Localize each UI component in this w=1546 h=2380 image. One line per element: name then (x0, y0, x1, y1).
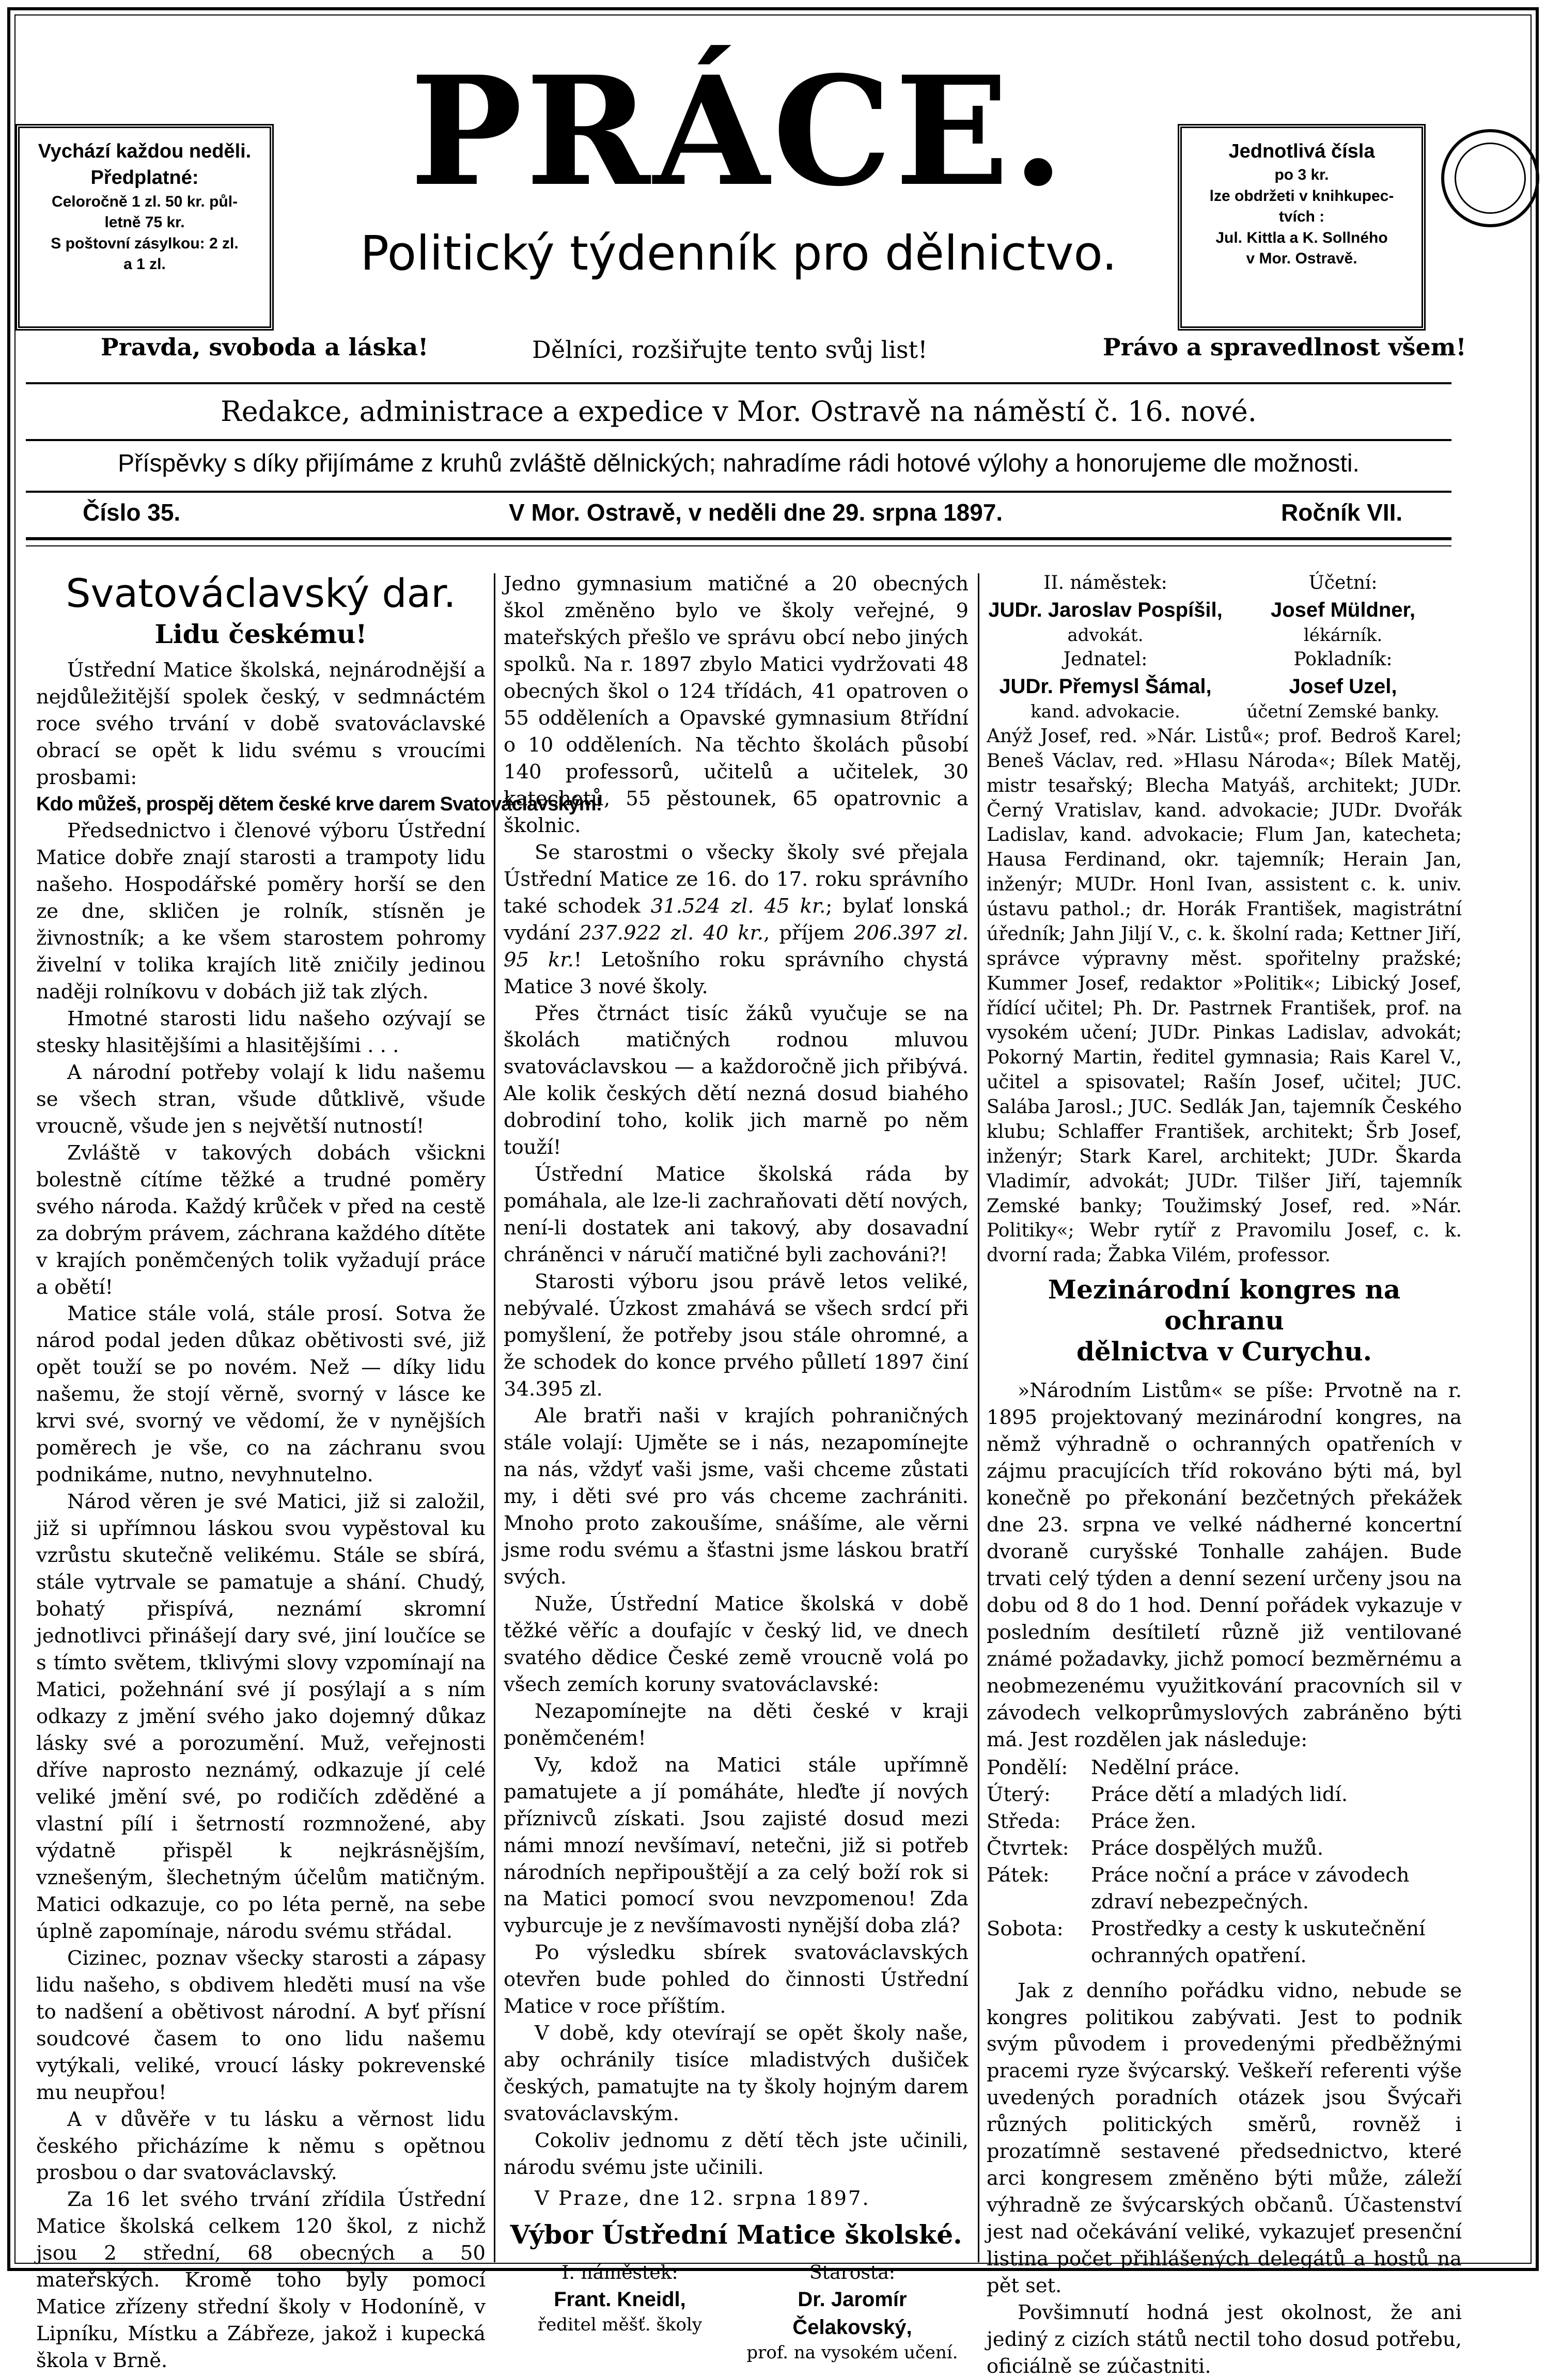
signature-row (987, 571, 1462, 647)
paragraph: Ústřední Matice školská, nejnárodnější a nejdůležitější spolek český, v sedmnáctém roce svého trvání v době svatováclavské obrací se opět k lidu svému s vroucími prosbami: (36, 658, 486, 789)
paragraph: Povšimnutí hodná jest okolnost, že ani jediný z cizích států nectil toho dosud potřebu, oficiálně se zúčastniti. (987, 2301, 1462, 2378)
agenda-day: Sobota: (987, 1917, 1064, 1940)
column-1 (36, 570, 602, 2374)
signature (987, 571, 1224, 647)
article-subtitle: Lidu českému! (154, 619, 367, 650)
signature-role: Účetní: (1308, 572, 1378, 593)
text-run: ! Letošního roku správního chystá Matice 3 nové školy. (504, 948, 969, 998)
text-run: ; bylať lonská vydání (504, 894, 969, 945)
agenda-day: Pondělí: (987, 1756, 1068, 1779)
signature-name: Frant. Kneidl, (554, 2288, 686, 2311)
paragraph: Zvláště v takových dobách všickni bolestně cítíme těžké a trudné poměry svého národa. Každý krůček v před na cestě za dobrým právem, záchrana každého dítěte v krajích poněmčených tolik vyžadují práce a obětí! (36, 1141, 486, 1299)
text-run: , příjem (763, 921, 854, 945)
paragraph: Matice stále volá, stále prosí. Sotva že národ podal jeden důkaz obětivosti své, již opět touží se po novém. Než — díky lidu našemu, že stojí věrně, svorný v lásce ke krvi své, svorný ve vědomí, že v nynějších poměrech je vše, co na záchranu svou podnikáme, nutno, nevyhnutelno. (36, 1302, 486, 1487)
paragraph: Za 16 let svého trvání zřídila Ústřední Matice školská celkem 120 škol, z nichž jsou 2 střední, 68 obecných a 50 mateřských. Kromě toho byly pomocí Matice zřízeny střední školy v Hodoníně, v Lipníku, Místku a Zábřeze, jakož i kupecká škola v Brně. (36, 2188, 486, 2373)
library-stamp-icon (1441, 129, 1539, 227)
motto-center: Dělníci, rozšiřujte tento svůj list! (532, 336, 928, 364)
box-line: a 1 zl. (123, 256, 166, 273)
paragraph: Ústřední Matice školská ráda by pomáhala, ale lze-li zachraňovati dětí nových, není-li dostatek ani takový, aby dosavadní chráněnci v náručí matičné byli zachováni?! (504, 1163, 969, 1267)
agenda-list (987, 1755, 1462, 1969)
signature-title: prof. na vysokém učení. (746, 2342, 958, 2363)
column-2 (504, 571, 969, 2365)
signature (1224, 647, 1462, 724)
signature-role: II. náměstek: (1043, 572, 1167, 593)
box-line: Jul. Kittla a K. Sollného (1215, 229, 1388, 246)
agenda-day: Úterý: (987, 1782, 1051, 1806)
amount: 31.524 zl. 45 kr. (650, 894, 826, 918)
issue-number: Číslo 35. (83, 499, 181, 526)
signature-name: Dr. Jaromír Čelakovský, (792, 2288, 912, 2339)
signature-name: JUDr. Jaroslav Pospíšil, (988, 598, 1223, 621)
agenda-topic: Práce dětí a mladých lidí. (1091, 1782, 1348, 1806)
box-line: v Mor. Ostravě. (1246, 250, 1357, 268)
paragraph: Hmotné starosti lidu našeho ozývají se stesky hlasitějšími a hlasitějšími . . . (36, 1007, 486, 1057)
divider (26, 382, 1451, 384)
signature (987, 647, 1224, 724)
box-line: Vychází každou neděli. (38, 140, 252, 162)
paragraph: Nezapomínejte na děti české v kraji poněmčeném! (504, 1699, 969, 1750)
article-title: Svatováclavský dar. (66, 570, 456, 616)
paragraph: Přes čtrnáct tisíc žáků vyučuje se na školách matičných rodnou mluvou svatováclavskou — a každoročně jich přibývá. Ale kolik českých dětí nezná dosud biahého dobrodiní toho, kolik jich marně po něm touží! (504, 1001, 969, 1160)
box-line: tvích : (1278, 208, 1325, 226)
subscription-box (15, 124, 274, 331)
divider (26, 545, 1451, 546)
motto-left: Pravda, svoboda a láska! (101, 333, 429, 361)
paragraph: Jak z denního pořádku vidno, nebude se kongres politikou zabývati. Jest to podnik svým původem i provedenými předběžnými pracemi ryze švýcarský. Veškeří referenti výše uvedených poradních otázek jsou Švýcaři různých politických směrů, rovněž i prozatímně sestavené předsednictvo, které arci kongresem změněno býti může, záleží výhradně ze švýcarských občanů. Účastenství jest nad očekávání veliké, vykazujeť presenční listina počet přihlášených delegátů a hostů na pět set. (987, 1979, 1462, 2298)
paragraph: Starosti výboru jsou právě letos veliké, nebývalé. Úzkost zmahává se všech srdcí při pomyšlení, že potřeby jsou stále ohromné, a že schodek do konce prvého půlletí 1897 činí 34.395 zl. (504, 1270, 969, 1401)
agenda-day: Pátek: (987, 1863, 1050, 1887)
volume-number: Ročník VII. (1281, 499, 1403, 526)
paragraph: Národ věren je své Matici, již si založil, již si upřímnou láskou svou vypěstoval ku vzrůstu skutečně velikému. Stále se sbírá, stále vytrvale se pamatuje a shání. Chudý, bohatý přispívá, neznámí skromní jednotlivci přinášejí dary své, jiní loučíce se s tímto světem, tklivými slovy vzpomínají na Matici, požehnání své jí posýlají a s ním odkazy z jmění svého jako dojemný důkaz lásky své a porozumění. Muž, veřejnosti dříve naprosto neznámý, odkazuje jí celé veliké jmění své, po rodičích zděděné a vlastní pílí i šetrností rozmnožené, aby výdatně přispěl k nejkrásnějším, vznešeným, šlechetným účelům matičným. Matici odkazuje, co po léta perně, na sebe úplně zapomínaje, národu svému střádal. (36, 1490, 486, 1943)
signature (504, 2261, 736, 2365)
editorial-address: Redakce, administrace a expedice v Mor. Ostravě na náměstí č. 16. nové. (221, 395, 1257, 428)
amount: 237.922 zl. 40 kr. (579, 921, 764, 945)
box-line: letně 75 kr. (104, 214, 185, 231)
divider (26, 537, 1451, 540)
paragraph: A v důvěře v tu lásku a věrnost lidu českého přicházíme k němu s opětnou prosbou o dar svatováclavský. (36, 2107, 486, 2185)
box-line: Předplatné: (90, 167, 199, 189)
signature-title: kand. advokacie. (1030, 701, 1180, 723)
article-title (987, 1274, 1462, 1367)
signature-title: ředitel měšť. školy (537, 2314, 702, 2336)
committee-title: Výbor Ústřední Matice školské. (510, 2219, 962, 2250)
committee-members: Anýž Josef, red. »Nár. Listů«; prof. Bedroš Karel; Beneš Václav, red. »Hlasu Národa«; Bílek Matěj, mistr tesařský; Blecha Matyáš, architekt; JUDr. Černý Vratislav, kand. advokacie; JUDr. Dvořák Ladislav, kand. advokacie; Flum Jan, katecheta; Hausa Ferdinand, okr. tajemník; Herain Jan, inženýr; MUDr. Honl Ivan, assistent c. k. univ. ústavu pathol.; dr. Horák František, magistrátní úředník; Jahn Jiljí V., c. k. školní rada; Kettner Jiří, správce výpravny měst. spořitelny pražské; Kummer Josef, redaktor »Politik«; Libický Josef, řídící učitel; Ph. Dr. Pastrnek František, prof. na vysokém učení; JUDr. Pinkas Ladislav, advokát; Pokorný Martin, ředitel gymnasia; Rais Karel V., učitel a spisovatel; Rašín Josef, učitel; JUC. Salába Jarosl.; JUC. Sedlák Jan, tajemník Českého klubu; Schlaffer František, architekt; Šrb Josef, inženýr; Stark Karel, architekt; JUDr. Škarda Vladimír, advokát; JUDr. Tilšer Jiří, tajemník Zemské banky; Toužimský Josef, red. »Nár. Politiky«; Webr rytíř z Pravomilu Josef, c. k. dvorní rada; Žabka Vilém, professor. (987, 725, 1462, 1266)
column-3 (987, 571, 1462, 2380)
column-rule (494, 573, 495, 2262)
paragraph (504, 839, 969, 1000)
signature-title: lékárník. (1303, 624, 1383, 646)
signature-row (987, 647, 1462, 724)
paragraph: Po výsledku sbírek svatováclavských otevřen bude pohled do činnosti Ústřední Matice v roce příštím. (504, 1941, 969, 2018)
paragraph: Předsednictvo i členové výboru Ústřední Matice dobře znají starosti a trampoty lidu našeho. Hospodářské poměry horší se den ze dne, skličen je rolník, stísněn je živnostník; a ke všem starostem pohromy živelní v tolika krajích litě zničily jedinou naději rolníkovu v dobách již tak zlých. (36, 819, 486, 1004)
agenda-topic: Nedělní práce. (1091, 1756, 1240, 1779)
signature-name: Josef Müldner, (1270, 598, 1416, 621)
signature-name: Josef Uzel, (1289, 675, 1397, 698)
agenda-topic: Práce noční a práce v závodech zdraví nebezpečných. (1091, 1863, 1410, 1914)
box-line: po 3 kr. (1274, 166, 1329, 184)
dateline: V Praze, dne 12. srpna 1897. (535, 2187, 870, 2211)
signature-role: Starosta: (809, 2262, 895, 2283)
signature-name: JUDr. Přemysl Šámal, (999, 675, 1212, 698)
box-line: S poštovní zásylkou: 2 zl. (51, 234, 239, 252)
paragraph: Ale bratři naši v krajích pohraničných stále volají: Ujměte se i nás, nezapomínejte na nás, vždyť vaši jsme, vaši chceme zůstati my, i děti své pro vás chceme zachrániti. Mnoho proto zakoušíme, snášíme, ale věrni jsme rodu svému a šťastni jsme láskou bratří svých. (504, 1404, 969, 1589)
newspaper-subtitle: Politický týdenník pro dělnictvo. (360, 226, 1117, 281)
signature (736, 2261, 969, 2365)
amount: 206.397 zl. 95 kr. (504, 921, 969, 972)
motto-right: Právo a spravedlnost všem! (1103, 333, 1466, 361)
newspaper-title: PRÁCE. (410, 44, 1068, 220)
agenda-topic: Prostředky a cesty k uskutečnění ochranných opatření. (1091, 1917, 1426, 1967)
paragraph: Cizinec, poznav všecky starosti a zápasy lidu našeho, s obdivem hleděti musí na vše to nadšení a obětivost národní. A byť přísní soudcové časem to ono lidu našemu vytýkali, veliké, vroucí lásky pokrevenské mu neupřou! (36, 1946, 486, 2104)
issue-date: V Mor. Ostravě, v neděli dne 29. srpna 1897. (509, 499, 1003, 526)
signature (1224, 571, 1462, 647)
paragraph: Vy, kdož na Matici stále upřímně pamatujete a jí pomáháte, hleďte jí nových příznivců získati. Jsou zajisté dosud mezi námi mnozí nevšímaví, netečni, již si potřeb národních nepřipouštějí a za celý boží rok si na Matici pomocí svou nevzpomenou! Zda vyburcuje je z nevšímavosti nynější doba zlá? (504, 1753, 969, 1938)
signature-title: účetní Zemské banky. (1246, 701, 1440, 723)
paragraph: Nuže, Ústřední Matice školská v době těžké věříc a doufajíc v český lid, ve dnech svatého dědice České země vroucně volá po všech zemích koruny svatováclavské: (504, 1592, 969, 1696)
paragraph: Cokoliv jednomu z dětí těch jste učinili, národu svému jste učinili. (504, 2129, 969, 2180)
signature-role: I. náměstek: (561, 2262, 678, 2283)
signature-title: advokát. (1067, 624, 1144, 646)
agenda-day: Čtvrtek: (987, 1836, 1069, 1860)
divider (26, 439, 1451, 441)
signature-role: Jednatel: (1063, 649, 1148, 670)
agenda-day: Středa: (987, 1809, 1061, 1833)
signature-row (504, 2261, 969, 2365)
article-title-line: dělnictva v Curychu. (1076, 1336, 1372, 1367)
box-line: lze obdržeti v knihkupec- (1209, 187, 1394, 205)
article-title-line: Mezinárodní kongres na ochranu (1048, 1274, 1401, 1336)
paragraph: »Národním Listům« se píše: Prvotně na r. 1895 projektovaný mezinárodní kongres, na němž výhradně o ochranných opatřeních v zájmu pracujících tříd rokováno býti má, byl konečně po překonání bezčetných překážek dne 23. srpna ve velké nádherné koncertní dvoraně curyšské Tonhalle zahájen. Bude trvati celý týden a denní sezení určeny jsou na dobu od 8 do 1 hod. Denní pořádek vykazuje v posledním desítiletí různě již ventilované známé požadavky, jichž pomocí bezměrnému a neobmezenému využitkování pracovních sil v závodech velkoprůmyslových zabráněno býti má. Jest rozdělen jak následuje: (987, 1379, 1462, 1751)
box-line: Celoročně 1 zl. 50 kr. půl- (51, 193, 238, 210)
contributions-note: Příspěvky s díky přijímáme z kruhů zvláště dělnických; nahradíme rádi hotové výlohy a honorujeme dle možnosti. (118, 450, 1360, 477)
paragraph: A národní potřeby volají k lidu našemu se všech stran, všude důtklivě, všude vroucně, všude jen s největší nutností! (36, 1060, 486, 1138)
slogan: Kdo můžeš, prospěj dětem české krve darem Svatováclavským! (36, 793, 602, 815)
box-line: Jednotlivá čísla (1228, 140, 1375, 162)
paragraph: Jedno gymnasium matičné a 20 obecných škol změněno bylo ve školy veřejné, 9 mateřských přešlo ve správu obcí nebo jiných spolků. Na r. 1897 zbylo Matici vydržovati 48 obecných škol o 124 třídách, 41 opatroven o 55 odděleních a Opavské gymnasium 8třídní o 10 odděleních. Na těchto školách působí 140 professorů, učitelů a učitelek, 30 katechetů, 55 pěstounek, 65 opatrovnic a školnic. (504, 572, 969, 837)
paragraph: V době, kdy otevírají se opět školy naše, aby ochránily tisíce mladistvých dušiček českých, pamatujte na ty školy hojným darem svatováclavským. (504, 2022, 969, 2126)
agenda-topic: Práce dospělých mužů. (1091, 1836, 1324, 1860)
signature-role: Pokladník: (1293, 649, 1393, 670)
divider (26, 491, 1451, 493)
agenda-topic: Práce žen. (1091, 1809, 1196, 1833)
column-rule (978, 573, 979, 2262)
single-issue-box (1178, 124, 1426, 331)
text-run: Se starostmi o všecky školy své přejala Ústřední Matice ze 16. do 17. roku správního také schodek (504, 840, 969, 918)
